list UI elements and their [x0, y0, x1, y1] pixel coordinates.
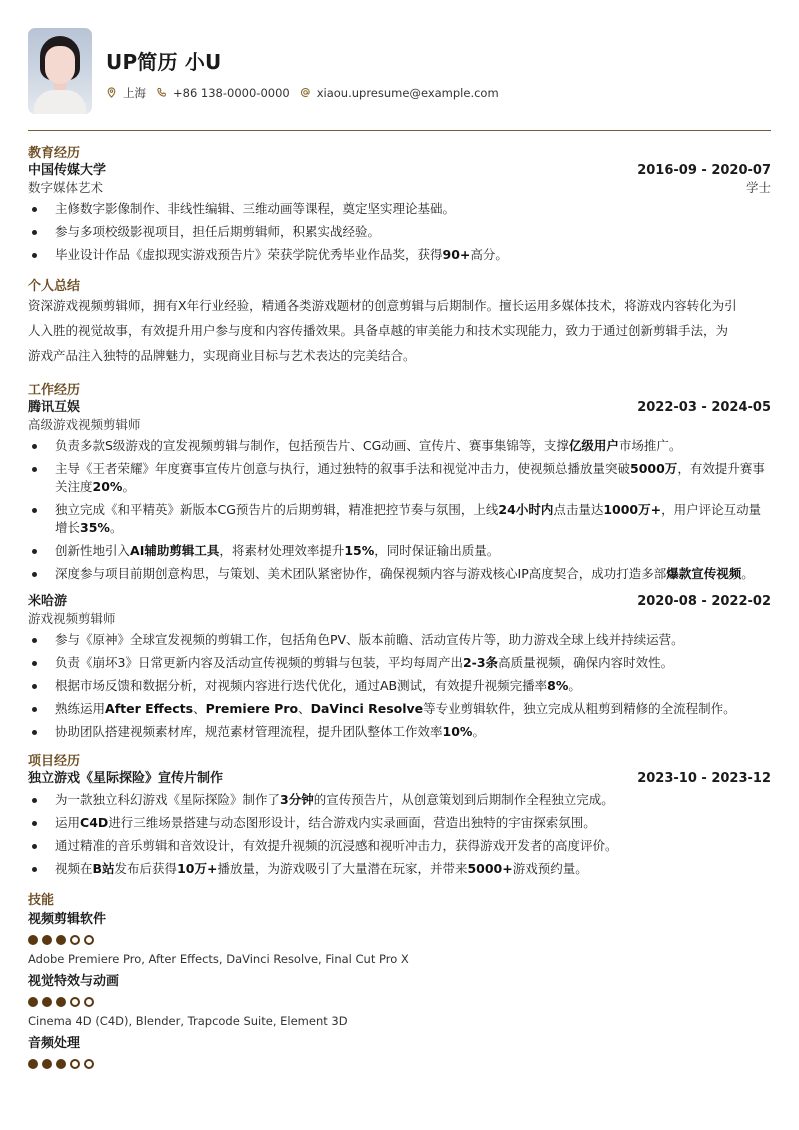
skill-name: 音频处理	[28, 1036, 81, 1051]
list-item: 负责《崩坏3》日常更新内容及活动宣传视频的剪辑与包装，平均每周产出2-3条高质量视频，确保内容时效性。	[28, 654, 771, 672]
filled-dot-icon	[56, 935, 66, 945]
job-bullets	[28, 631, 771, 741]
skill-level-dots	[28, 997, 771, 1007]
list-item: 深度参与项目前期创意构思，与策划、美术团队紧密协作，确保视频内容与游戏核心IP高度契合，成功打造多部爆款宣传视频。	[28, 565, 771, 583]
degree: 学士	[745, 180, 771, 195]
list-item: 主导《王者荣耀》年度赛事宣传片创意与执行，通过独特的叙事手法和视觉冲击力，使视频总播放量突破5000万，有效提升赛事关注度20%。	[28, 460, 771, 496]
filled-dot-icon	[28, 997, 38, 1007]
contact-email	[300, 86, 499, 100]
empty-dot-icon	[70, 1059, 80, 1069]
filled-dot-icon	[56, 997, 66, 1007]
skill-desc: Cinema 4D (C4D), Blender, Trapcode Suite, Element 3D	[28, 1014, 348, 1028]
section-title: 工作经历	[28, 383, 81, 398]
list-item: 熟练运用After Effects、Premiere Pro、DaVinci Resolve等专业剪辑软件，独立完成从粗剪到精修的全流程制作。	[28, 700, 771, 718]
job-dates: 2022-03 - 2024-05	[637, 400, 771, 415]
section-title: 教育经历	[28, 146, 81, 161]
list-item: 运用C4D进行三维场景搭建与动态图形设计，结合游戏内实录画面，营造出独特的宇宙探索氛围。	[28, 814, 771, 832]
summary-section	[28, 278, 771, 368]
contact-phone	[156, 86, 290, 100]
contact-location	[106, 85, 146, 101]
email-text: xiaou.upresume@example.com	[316, 85, 499, 100]
education-bullets	[28, 200, 771, 264]
section-title: 个人总结	[28, 279, 81, 294]
candidate-name: UP简历 小U	[106, 49, 222, 74]
education-dates: 2016-09 - 2020-07	[637, 163, 771, 178]
header-divider	[28, 130, 771, 131]
filled-dot-icon	[42, 1059, 52, 1069]
location-text: 上海	[123, 85, 146, 100]
skills-section	[28, 892, 771, 1069]
school-name: 中国传媒大学	[28, 163, 107, 178]
list-item: 毕业设计作品《虚拟现实游戏预告片》荣获学院优秀毕业作品奖，获得90+高分。	[28, 246, 771, 264]
phone-icon	[156, 87, 167, 98]
empty-dot-icon	[70, 997, 80, 1007]
list-item: 协助团队搭建视频素材库，规范素材管理流程，提升团队整体工作效率10%。	[28, 723, 771, 741]
filled-dot-icon	[56, 1059, 66, 1069]
projects-section	[28, 753, 771, 878]
empty-dot-icon	[84, 997, 94, 1007]
skill-item	[28, 911, 771, 968]
list-item: 视频在B站发布后获得10万+播放量，为游戏吸引了大量潜在玩家，并带来5000+游戏预约量。	[28, 860, 771, 878]
summary-line: 游戏产品注入独特的品牌魅力，实现商业目标与艺术表达的完美结合。	[28, 348, 416, 363]
list-item: 主修数字影像制作、非线性编辑、三维动画等课程，奠定坚实理论基础。	[28, 200, 771, 218]
list-item: 参与《原神》全球宣发视频的剪辑工作，包括角色PV、版本前瞻、活动宣传片等，助力游戏全球上线并持续运营。	[28, 631, 771, 649]
list-item: 参与多项校级影视项目，担任后期剪辑师，积累实战经验。	[28, 223, 771, 241]
job-bullets	[28, 437, 771, 583]
job-role: 游戏视频剪辑师	[28, 611, 116, 626]
major: 数字媒体艺术	[28, 180, 104, 195]
summary-line: 资深游戏视频剪辑师，拥有X年行业经验，精通各类游戏题材的创意剪辑与后期制作。擅长运用多媒体技术，将游戏内容转化为引	[28, 298, 737, 313]
list-item: 根据市场反馈和数据分析，对视频内容进行迭代优化，通过AB测试，有效提升视频完播率8%。	[28, 677, 771, 695]
section-title: 技能	[28, 893, 55, 908]
section-title: 项目经历	[28, 754, 81, 769]
resume-header	[28, 28, 509, 114]
list-item: 创新性地引入AI辅助剪辑工具，将素材处理效率提升15%，同时保证输出质量。	[28, 542, 771, 560]
filled-dot-icon	[42, 935, 52, 945]
at-sign-icon	[300, 87, 311, 98]
list-item: 独立完成《和平精英》新版本CG预告片的后期剪辑，精准把控节奏与氛围，上线24小时内点击量达1000万+，用户评论互动量增长35%。	[28, 501, 771, 537]
company-name: 米哈游	[28, 594, 68, 609]
empty-dot-icon	[84, 935, 94, 945]
empty-dot-icon	[70, 935, 80, 945]
filled-dot-icon	[28, 935, 38, 945]
job-role: 高级游戏视频剪辑师	[28, 417, 141, 432]
work-section	[28, 382, 771, 741]
phone-text: +86 138-0000-0000	[173, 85, 290, 100]
empty-dot-icon	[84, 1059, 94, 1069]
skill-item	[28, 1035, 771, 1069]
skill-name: 视频剪辑软件	[28, 912, 107, 927]
summary-text	[28, 293, 771, 368]
filled-dot-icon	[42, 997, 52, 1007]
skill-name: 视觉特效与动画	[28, 974, 120, 989]
skill-level-dots	[28, 1059, 771, 1069]
job-dates: 2020-08 - 2022-02	[637, 594, 771, 609]
avatar	[28, 28, 92, 114]
list-item: 通过精准的音乐剪辑和音效设计，有效提升视频的沉浸感和视听冲击力，获得游戏开发者的高度评价。	[28, 837, 771, 855]
skill-item	[28, 973, 771, 1030]
company-name: 腾讯互娱	[28, 400, 81, 415]
list-item: 负责多款S级游戏的宣发视频剪辑与制作，包括预告片、CG动画、宣传片、赛事集锦等，支撑亿级用户市场推广。	[28, 437, 771, 455]
resume-body	[28, 145, 771, 1079]
summary-line: 人入胜的视觉故事，有效提升用户参与度和内容传播效果。具备卓越的审美能力和技术实现能力，致力于通过创新剪辑手法，为	[28, 323, 729, 338]
project-bullets	[28, 791, 771, 878]
job-entry	[28, 593, 771, 741]
job-entry	[28, 399, 771, 583]
filled-dot-icon	[28, 1059, 38, 1069]
project-dates: 2023-10 - 2023-12	[637, 771, 771, 786]
location-pin-icon	[106, 87, 117, 98]
project-name: 独立游戏《星际探险》宣传片制作	[28, 771, 224, 786]
contact-row	[106, 85, 509, 101]
skill-level-dots	[28, 935, 771, 945]
skill-desc: Adobe Premiere Pro, After Effects, DaVinci Resolve, Final Cut Pro X	[28, 952, 409, 966]
education-section	[28, 145, 771, 264]
list-item: 为一款独立科幻游戏《星际探险》制作了3分钟的宣传预告片，从创意策划到后期制作全程独立完成。	[28, 791, 771, 809]
